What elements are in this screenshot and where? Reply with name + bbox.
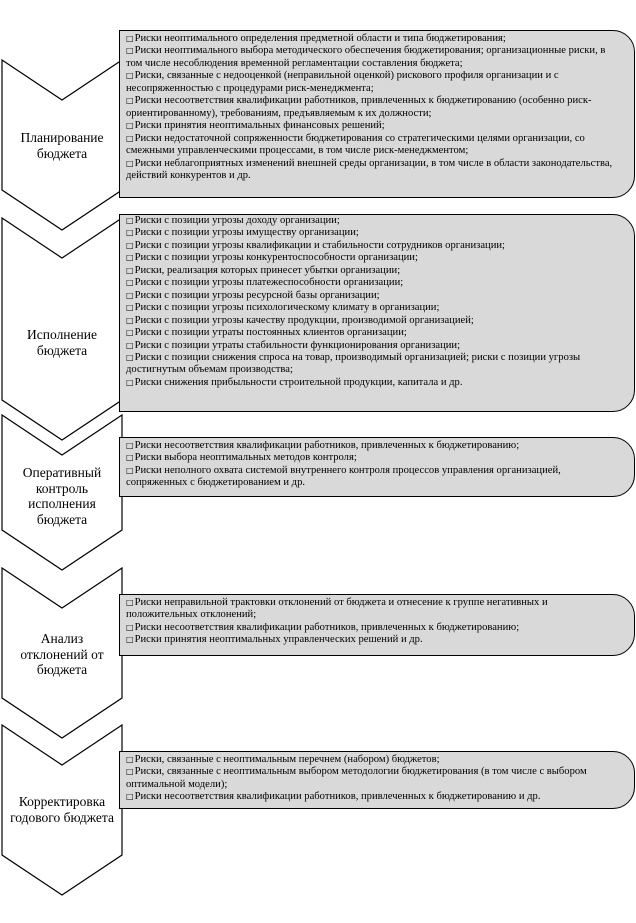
risk-item: □Риски неблагоприятных изменений внешней среды организации, в том числе в области законодательства, действий конкурентов и др. xyxy=(126,157,613,181)
risk-item: □Риски, связанные с неоптимальным перечнем (набором) бюджетов; xyxy=(126,754,440,765)
risk-item: □Риски с позиции снижения спроса на товар, производимый организацией; риски с позиции угрозы достигнутым объемам производства; xyxy=(126,351,581,376)
risk-item: □Риски неоптимального определения предметной области и типа бюджетирования; xyxy=(126,33,506,44)
bullet-icon: □ xyxy=(126,792,134,802)
risk-item: □Риски несоответствия квалификации работников, привлеченных к бюджетированию и др. xyxy=(126,791,541,803)
risk-item: □Риски с позиции угрозы качеству продукции, производимой организацией; xyxy=(126,314,474,326)
risk-item: □Риски с позиции утраты постоянных клиентов организации; xyxy=(126,327,407,339)
bullet-icon: □ xyxy=(126,315,134,325)
risk-item: □Риски, связанные с недооценкой (неправильной оценкой) рискового профиля организации и с несопряженностью с процедурами риск-менеджмента; xyxy=(126,70,559,94)
stage-label-execution xyxy=(0,327,124,358)
bullet-icon: □ xyxy=(126,622,134,632)
bullet-icon: □ xyxy=(126,453,134,463)
stage-label-line: Исполнение xyxy=(27,327,97,342)
bullet-icon: □ xyxy=(126,352,134,362)
bullet-icon: □ xyxy=(126,121,134,131)
risk-item: □Риски неправильной трактовки отклонений от бюджета и отнесение к группе негативных и положительных отклонений; xyxy=(126,597,548,621)
risk-box-analysis xyxy=(119,594,635,656)
stage-label-line: Оперативный xyxy=(22,465,102,480)
risk-item: □Риски принятия неоптимальных управленческих решений и др. xyxy=(126,634,423,646)
risk-item: □Риски с позиции угрозы квалификации и стабильности сотрудников организации; xyxy=(126,239,505,251)
bullet-icon: □ xyxy=(126,290,134,300)
stage-label-line: отклонений от xyxy=(20,646,104,662)
bullet-icon: □ xyxy=(126,635,134,645)
bullet-icon: □ xyxy=(126,767,134,777)
stage-label-line: контроль xyxy=(35,480,89,496)
bullet-icon: □ xyxy=(126,465,134,475)
bullet-icon: □ xyxy=(126,158,134,168)
stage-label-line: исполнения xyxy=(28,496,96,511)
risk-box-planning xyxy=(119,30,635,198)
bullet-icon: □ xyxy=(126,71,134,81)
risk-item: □Риски с позиции угрозы ресурсной базы организации; xyxy=(126,289,380,301)
risk-item: □Риски, связанные с неоптимальным выбором методологии бюджетирования (в том числе с выбором оптимальной модели); xyxy=(126,766,587,790)
bullet-icon: □ xyxy=(126,328,134,338)
bullet-icon: □ xyxy=(126,216,134,225)
bullet-icon: □ xyxy=(126,265,134,275)
risk-item: □Риски с позиции угрозы платежеспособности организации; xyxy=(126,277,404,289)
risk-box-correction xyxy=(119,751,635,809)
stage-label-line: бюджета xyxy=(36,342,88,358)
bullet-icon: □ xyxy=(126,46,134,56)
stage-label-planning xyxy=(0,130,124,161)
bullet-icon: □ xyxy=(126,441,134,450)
stage-label-correction xyxy=(0,794,124,825)
risk-item: □Риски с позиции угрозы психологическому климату в организации; xyxy=(126,302,440,314)
stage-label-line: бюджета xyxy=(36,145,88,161)
stage-label-line: бюджета xyxy=(36,662,88,677)
risk-item: □Риски принятия неоптимальных финансовых решений; xyxy=(126,120,385,132)
stage-label-control xyxy=(0,465,124,527)
risk-box-execution xyxy=(119,214,635,412)
risk-item: □Риски с позиции угрозы имуществу организации; xyxy=(126,227,359,239)
risk-box-control xyxy=(119,437,635,497)
risk-item: □Риски, реализация которых принесет убытки организации; xyxy=(126,264,401,276)
bullet-icon: □ xyxy=(126,377,134,387)
risk-item: □Риски несоответствия квалификации работников, привлеченных к бюджетированию (особенно риск-ориентированному), требованиям, предъявляемым к их должности; xyxy=(126,95,592,119)
risk-item: □Риски неполного охвата системой внутреннего контроля процессов управления организацией, сопряженных с бюджетированием и др. xyxy=(126,464,561,489)
stage-label-line: Корректировка xyxy=(18,794,106,809)
bullet-icon: □ xyxy=(126,34,134,43)
stage-label-line: Планирование xyxy=(20,130,104,145)
risk-item: □Риски несоответствия квалификации работников, привлеченных к бюджетированию; xyxy=(126,440,520,451)
stage-label-line: бюджета xyxy=(36,511,88,527)
stage-label-line: Анализ xyxy=(40,631,84,646)
stage-label-line: годового бюджета xyxy=(10,809,114,825)
bullet-icon: □ xyxy=(126,96,134,106)
risk-item: □Риски неоптимального выбора методического обеспечения бюджетирования; организационные риски, в том числе несоблюдения временной регламентации составления бюджета; xyxy=(126,45,606,69)
bullet-icon: □ xyxy=(126,240,134,250)
bullet-icon: □ xyxy=(126,133,134,143)
bullet-icon: □ xyxy=(126,253,134,263)
bullet-icon: □ xyxy=(126,598,134,607)
bullet-icon: □ xyxy=(126,303,134,313)
risk-item: □Риски снижения прибыльности строительной продукции, капитала и др. xyxy=(126,376,463,388)
risk-item: □Риски выбора неоптимальных методов контроля; xyxy=(126,452,357,464)
stage-label-analysis xyxy=(0,631,124,678)
risk-item: □Риски несоответствия квалификации работников, привлеченных к бюджетированию; xyxy=(126,621,520,633)
risk-item: □Риски с позиции утраты стабильности функционирования организации; xyxy=(126,339,461,351)
risk-item: □Риски с позиции угрозы доходу организации; xyxy=(126,215,340,226)
risk-item: □Риски с позиции угрозы конкурентоспособности организации; xyxy=(126,252,418,264)
bullet-icon: □ xyxy=(126,228,134,238)
risk-item: □Риски недостаточной сопряженности бюджетирования со стратегическими целями организации, со смежными управленческими процессами, в том числе риск-менеджментом; xyxy=(126,132,585,157)
bullet-icon: □ xyxy=(126,755,134,764)
bullet-icon: □ xyxy=(126,278,134,288)
bullet-icon: □ xyxy=(126,340,134,350)
